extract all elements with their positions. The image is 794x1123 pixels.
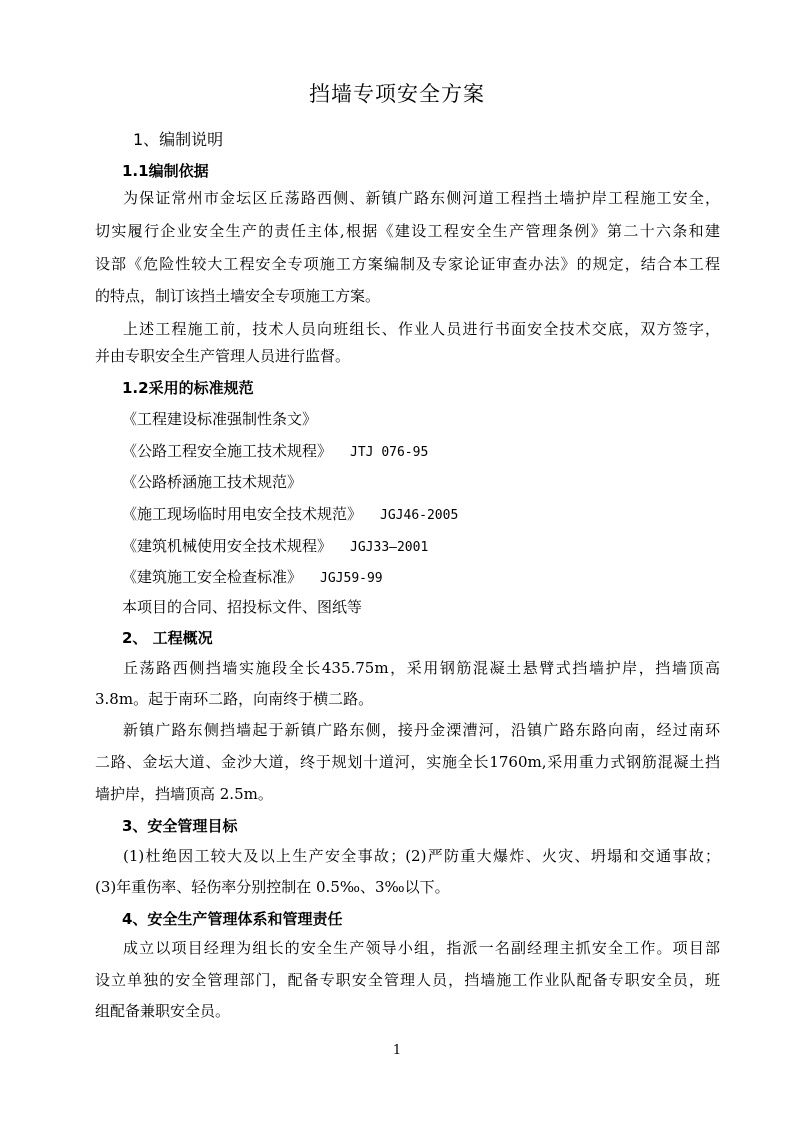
standard-name: 《工程建设标准强制性条文》 [122, 410, 318, 428]
paragraph-line: 并由专职安全生产管理人员进行监督。 [95, 347, 351, 365]
contracts-line: 本项目的合同、招投标文件、图纸等 [122, 598, 363, 616]
paragraph-line: (1)杜绝因工较大及以上生产安全事故；(2)严防重大爆炸、火灾、坍塌和交通事故； [123, 847, 720, 865]
paragraph-line: 二路、金坛大道、金沙大道，终于规划十道河，实施全长1760m,采用重力式钢筋混凝土挡 [95, 753, 720, 771]
standard-item [122, 503, 458, 524]
paragraph-line: 为保证常州市金坛区丘荡路西侧、新镇广路东侧河道工程挡土墙护岸工程施工安全， [123, 189, 720, 207]
page-number: 1 [392, 1043, 402, 1058]
paragraph-line: 上述工程施工前，技术人员向班组长、作业人员进行书面安全技术交底，双方签字， [123, 320, 720, 338]
paragraph-line: 设部《危险性较大工程安全专项施工方案编制及专家论证审查办法》的规定，结合本工程 [95, 255, 720, 273]
paragraph-line: 成立以项目经理为组长的安全生产领导小组，指派一名副经理主抓安全工作。项目部 [123, 939, 720, 957]
section-1-1-heading: 1.1编制依据 [122, 162, 209, 180]
paragraph-line: 的特点，制订该挡土墙安全专项施工方案。 [95, 287, 381, 305]
paragraph-line: 丘荡路西侧挡墙实施段全长435.75m，采用钢筋混凝土悬臂式挡墙护岸，挡墙顶高 [123, 659, 720, 677]
standard-name: 《建筑施工安全检查标准》 [122, 568, 303, 586]
section-3-heading: 3、安全管理目标 [122, 817, 238, 835]
standard-item [122, 408, 317, 429]
section-1-2-heading: 1.2采用的标准规范 [122, 379, 254, 397]
paragraph-line: 设立单独的安全管理部门，配备专职安全管理人员，挡墙施工作业队配备专职安全员，班 [95, 971, 720, 989]
paragraph-line: 切实履行企业安全生产的责任主体,根据《建设工程安全生产管理条例》第二十六条和建 [95, 222, 720, 240]
paragraph-line: (3)年重伤率、轻伤率分别控制在 0.5‰、3‰以下。 [95, 878, 450, 896]
paragraph-line: 墙护岸，挡墙顶高 2.5m。 [95, 785, 273, 803]
standard-code: JGJ46-2005 [380, 508, 459, 523]
standard-item [122, 535, 428, 556]
paragraph-line: 组配备兼职安全员。 [95, 1002, 231, 1020]
standard-name: 《公路桥涵施工技术规范》 [122, 473, 303, 491]
standard-name: 《施工现场临时用电安全技术规范》 [122, 505, 363, 523]
standard-code: JGJ33—2001 [350, 540, 429, 555]
standard-item [122, 471, 302, 492]
paragraph-line: 3.8m。起于南环二路，向南终于横二路。 [95, 690, 374, 708]
section-1-heading: 1、编制说明 [133, 130, 224, 149]
standard-code: JGJ59-99 [320, 571, 383, 586]
standard-name: 《建筑机械使用安全技术规程》 [122, 537, 333, 555]
document-title: 挡墙专项安全方案 [309, 82, 485, 106]
section-4-heading: 4、安全生产管理体系和管理责任 [122, 910, 343, 928]
standard-item [122, 566, 383, 587]
paragraph-line: 新镇广路东侧挡墙起于新镇广路东侧，接丹金溧漕河，沿镇广路东路向南，经过南环 [123, 721, 720, 739]
standard-item [122, 440, 428, 461]
standard-name: 《公路工程安全施工技术规程》 [122, 442, 333, 460]
section-2-heading: 2、 工程概况 [122, 629, 213, 647]
standard-code: JTJ 076-95 [350, 445, 429, 460]
